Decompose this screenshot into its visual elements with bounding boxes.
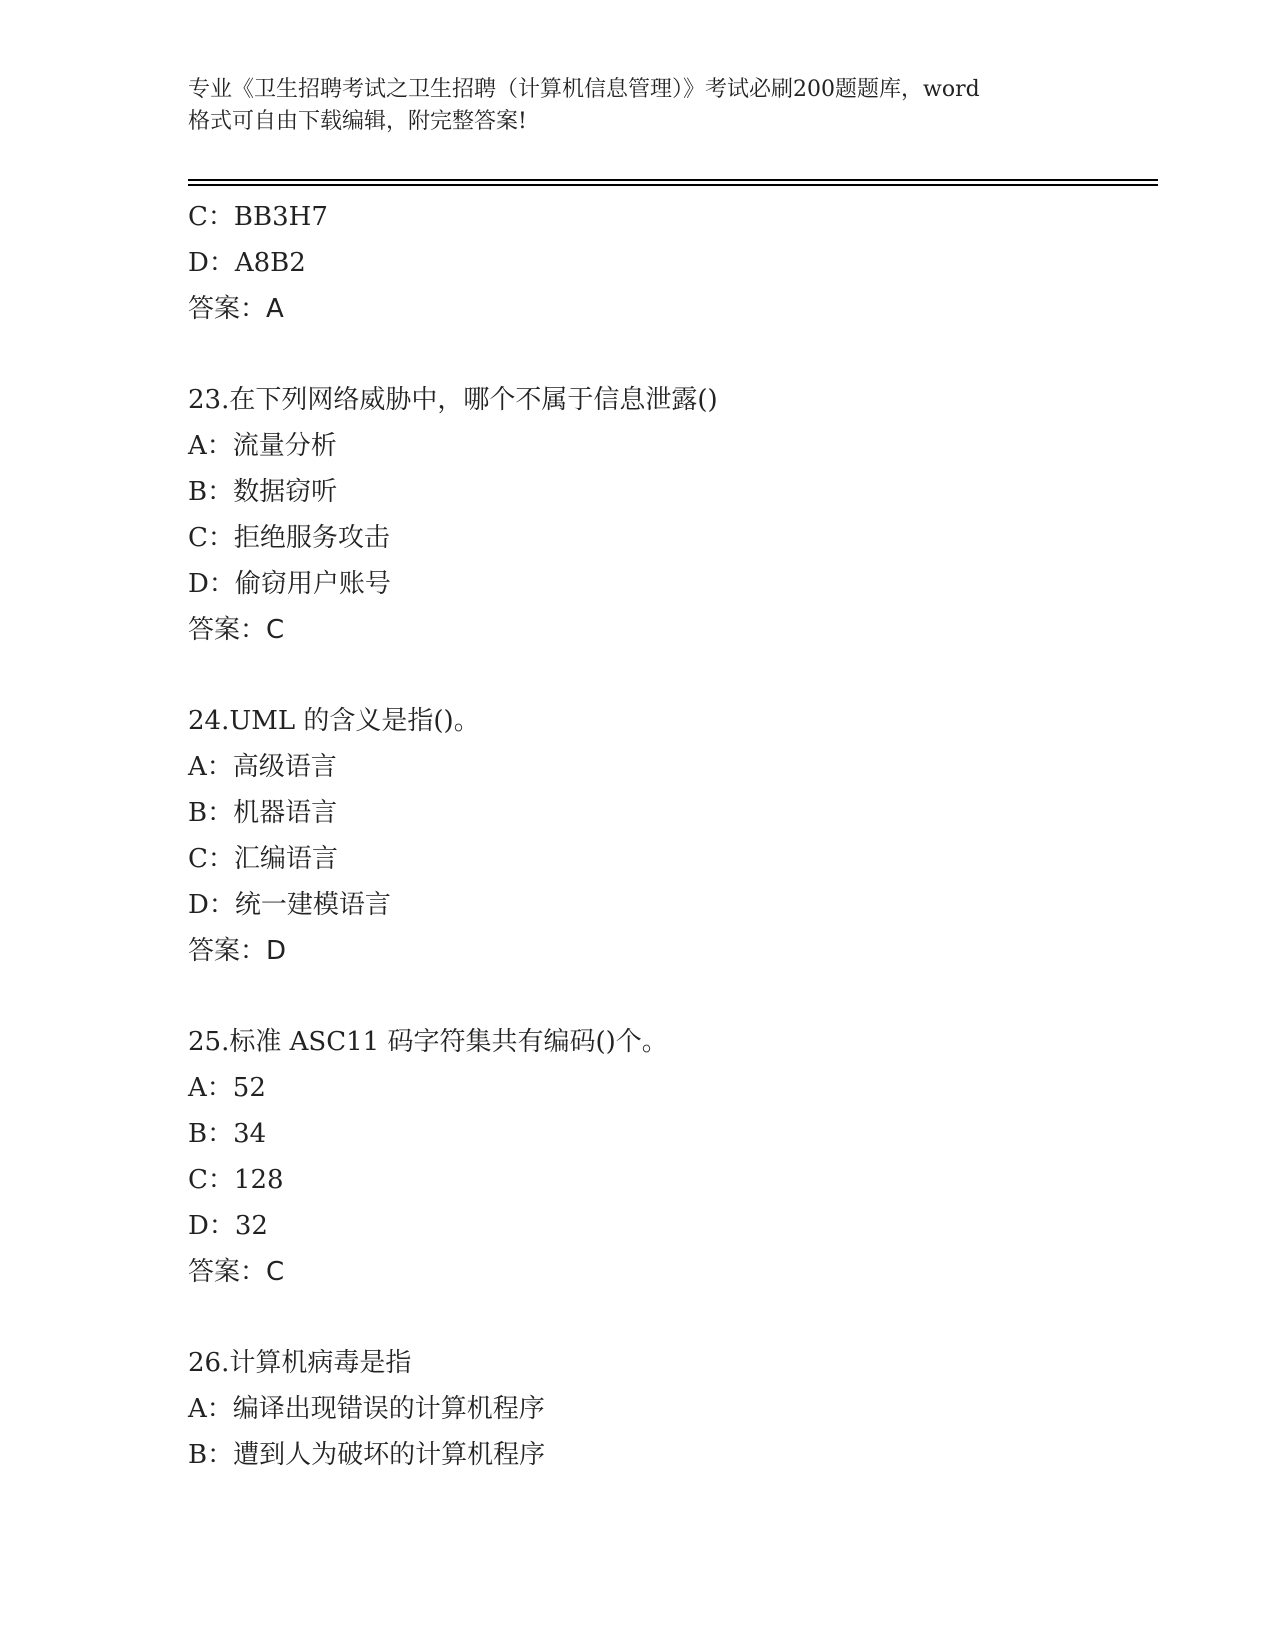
option-b: B：机器语言 — [188, 798, 338, 828]
answer-line: 答案：C — [188, 615, 285, 645]
question-stem: 25.标准 ASC11 码字符集共有编码()个。 — [188, 1027, 668, 1057]
header-title-line-2: 格式可自由下载编辑，附完整答案! — [188, 109, 527, 134]
option-c: C：拒绝服务攻击 — [188, 523, 390, 553]
answer-line: 答案：C — [188, 1257, 285, 1287]
question-stem: 23.在下列网络威胁中，哪个不属于信息泄露() — [188, 385, 718, 415]
option-d: D：A8B2 — [188, 248, 306, 278]
question-22-continuation — [188, 194, 1148, 332]
option-a: A：流量分析 — [188, 431, 337, 461]
spacer — [188, 974, 1148, 1019]
document-header — [188, 74, 1088, 138]
option-d: D：统一建模语言 — [188, 890, 391, 920]
option-d: D：偷窃用户账号 — [188, 569, 391, 599]
option-a: A：编译出现错误的计算机程序 — [188, 1394, 545, 1424]
spacer — [188, 1295, 1148, 1340]
header-title-line-1: 专业《卫生招聘考试之卫生招聘（计算机信息管理）》考试必刷200题题库，word — [188, 77, 980, 102]
question-23 — [188, 377, 1148, 653]
option-a: A：52 — [188, 1073, 266, 1103]
question-25 — [188, 1019, 1148, 1295]
question-26 — [188, 1340, 1148, 1478]
option-b: B：数据窃听 — [188, 477, 338, 507]
option-b: B：34 — [188, 1119, 267, 1149]
question-stem: 26.计算机病毒是指 — [188, 1348, 412, 1378]
spacer — [188, 332, 1148, 377]
option-b: B：遭到人为破坏的计算机程序 — [188, 1440, 546, 1470]
option-c: C：128 — [188, 1165, 284, 1195]
answer-line: 答案：D — [188, 936, 287, 966]
header-divider-top — [188, 179, 1158, 181]
spacer — [188, 653, 1148, 698]
answer-line: 答案：A — [188, 294, 284, 324]
option-a: A：高级语言 — [188, 752, 337, 782]
option-c: C：BB3H7 — [188, 202, 328, 232]
question-24 — [188, 698, 1148, 974]
header-divider-bottom — [188, 184, 1158, 186]
option-d: D：32 — [188, 1211, 268, 1241]
question-stem: 24.UML 的含义是指()。 — [188, 706, 480, 736]
option-c: C：汇编语言 — [188, 844, 338, 874]
question-list — [188, 194, 1148, 1478]
